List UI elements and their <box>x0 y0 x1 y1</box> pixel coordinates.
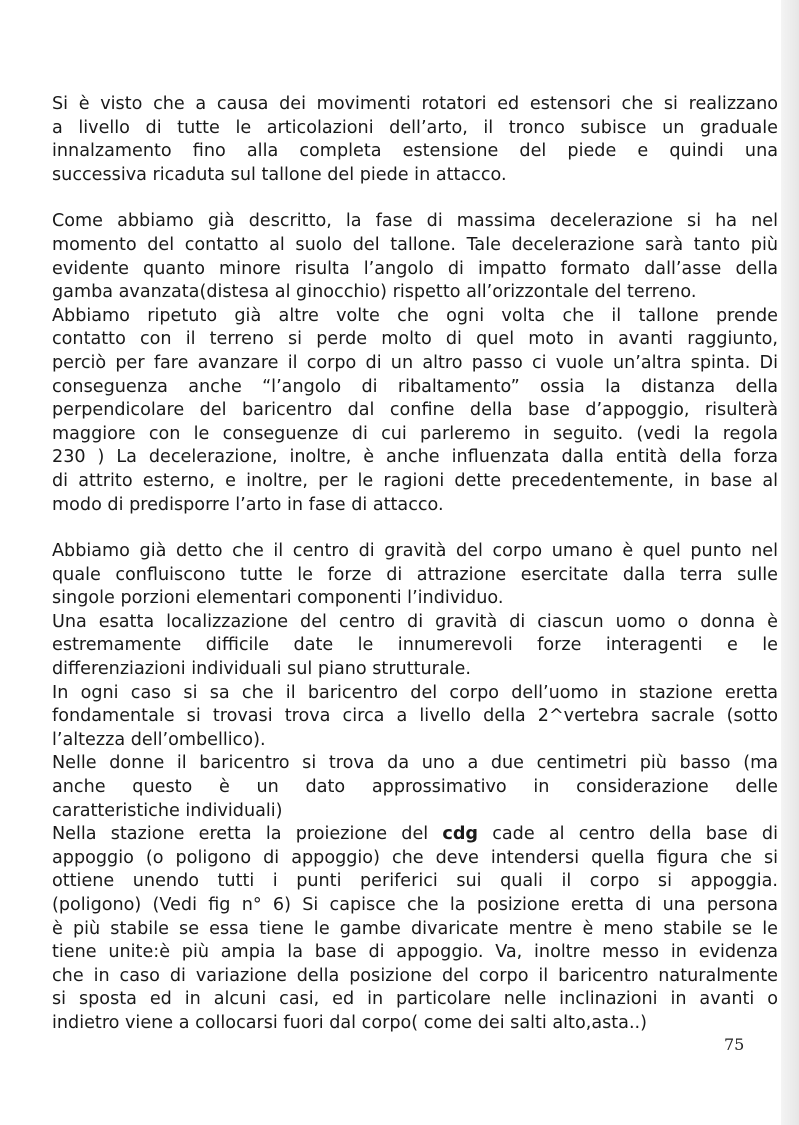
text-line: perciò per fare avanzare il corpo di un altro passo ci vuole un’altra spinta. Di <box>52 352 778 373</box>
text-fragment: cade al centro della base di <box>478 824 778 845</box>
text-fragment: Nella stazione eretta la proiezione del <box>52 824 443 845</box>
text-line: Si è visto che a causa dei movimenti rotatori ed estensori che si realizzano <box>52 94 778 114</box>
text-line: anche questo è un dato approssimativo in considerazione delle <box>52 777 778 798</box>
text-line: è più stabile se essa tiene le gambe divaricate mentre è meno stabile se le <box>52 918 778 939</box>
text-line: singole porzioni elementari componenti l’individuo. <box>52 588 504 609</box>
text-line: evidente quanto minore risulta l’angolo di impatto formato dall’asse della <box>52 258 778 279</box>
text-line: perpendicolare del baricentro dal confine della base d’appoggio, risulterà <box>52 400 778 421</box>
text-line: caratteristiche individuali) <box>52 800 283 821</box>
text-line: Come abbiamo già descritto, la fase di massima decelerazione si ha nel <box>52 211 778 232</box>
text-line: l’altezza dell’ombellico). <box>52 729 266 750</box>
text-line: innalzamento fino alla completa estensione del piede e quindi una <box>52 141 778 162</box>
text-line: indietro viene a collocarsi fuori dal corpo( come dei salti alto,asta..) <box>52 1012 647 1033</box>
text-line: differenziazioni individuali sul piano strutturale. <box>52 659 471 680</box>
text-line: conseguenza anche “l’angolo di ribaltamento” ossia la distanza della <box>52 376 778 397</box>
text-line: fondamentale si trovasi trova circa a livello della 2^vertebra sacrale (sotto <box>52 706 778 727</box>
text-line: di attrito esterno, e inoltre, per le ragioni dette precedentemente, in base al <box>52 470 778 491</box>
text-line: estremamente difficile date le innumerevoli forze interagenti e le <box>52 635 778 656</box>
text-line: quale confluiscono tutte le forze di attrazione esercitate dalla terra sulle <box>52 564 778 585</box>
text-line: Abbiamo già detto che il centro di gravità del corpo umano è quel punto nel <box>52 541 778 562</box>
paragraph-1 <box>52 93 778 187</box>
page-edge-shadow <box>781 0 799 1125</box>
paragraph-3 <box>52 540 778 823</box>
text-line: a livello di tutte le articolazioni dell’arto, il tronco subisce un graduale <box>52 117 778 138</box>
text-line: maggiore con le conseguenze di cui parleremo in seguito. (vedi la regola <box>52 423 778 444</box>
paragraph-2 <box>52 210 778 517</box>
text-line: momento del contatto al suolo del tallone. Tale decelerazione sarà tanto più <box>52 234 778 255</box>
cdg-term: cdg <box>442 824 479 845</box>
text-line: appoggio (o poligono di appoggio) che deve intendersi quella figura che si <box>52 847 778 868</box>
text-line: ottiene unendo tutti i punti periferici sui quali il corpo si appoggia. <box>52 871 778 892</box>
text-line: (poligono) (Vedi fig n° 6) Si capisce che la posizione eretta di una persona <box>52 895 778 915</box>
document-body <box>52 93 778 1036</box>
text-line: che in caso di variazione della posizione del corpo il baricentro naturalmente <box>52 965 778 986</box>
text-line: 230 ) La decelerazione, inoltre, è anche influenzata dalla entità della forza <box>52 447 778 468</box>
text-line: Abbiamo ripetuto già altre volte che ogni volta che il tallone prende <box>52 305 778 326</box>
text-line: successiva ricaduta sul tallone del piede in attacco. <box>52 164 507 185</box>
text-line: In ogni caso si sa che il baricentro del corpo dell’uomo in stazione eretta <box>52 682 778 703</box>
text-line: Nelle donne il baricentro si trova da uno a due centimetri più basso (ma <box>52 753 778 774</box>
paragraph-4 <box>52 823 778 1035</box>
text-line: tiene unite:è più ampia la base di appoggio. Va, inoltre messo in evidenza <box>52 942 778 963</box>
text-line: modo di predisporre l’arto in fase di attacco. <box>52 494 444 515</box>
text-line: si sposta ed in alcuni casi, ed in particolare nelle inclinazioni in avanti o <box>52 989 778 1010</box>
text-line: gamba avanzata(distesa al ginocchio) rispetto all’orizzontale del terreno. <box>52 282 697 303</box>
page-number: 75 <box>724 1035 745 1054</box>
text-line: Una esatta localizzazione del centro di gravità di ciascun uomo o donna è <box>52 611 778 632</box>
text-line-with-bold <box>52 823 778 847</box>
text-line: contatto con il terreno si perde molto di quel moto in avanti raggiunto, <box>52 329 778 350</box>
